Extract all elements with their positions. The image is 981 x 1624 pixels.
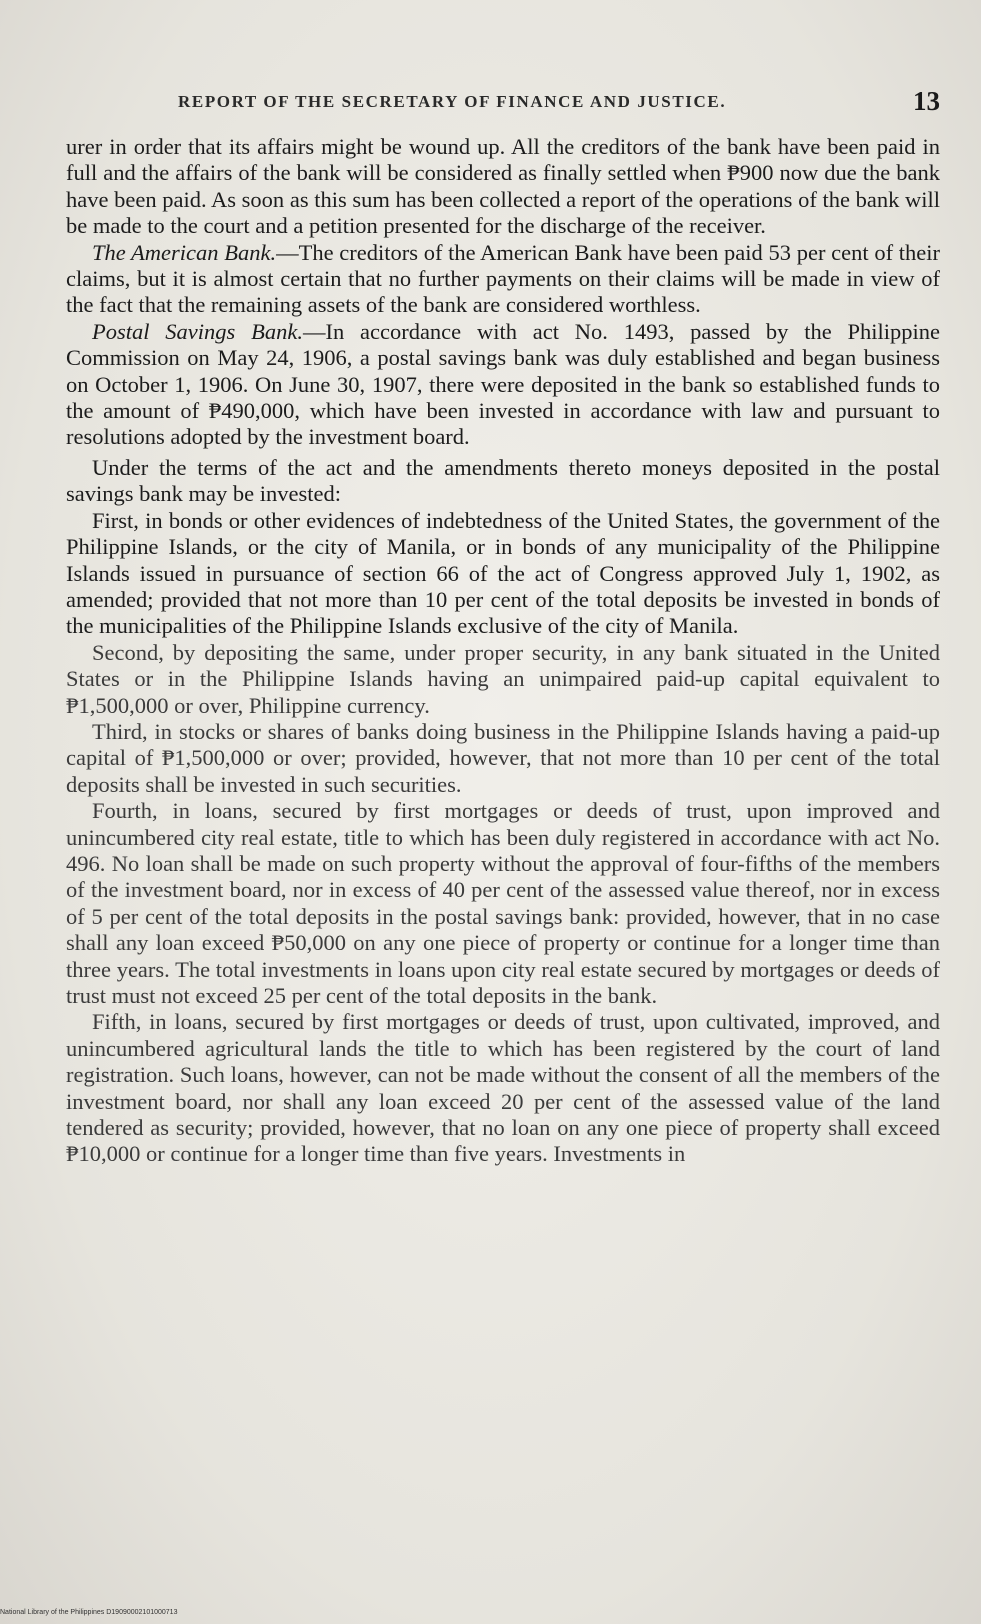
paragraph-fifth (66, 1009, 940, 1167)
page-header (70, 86, 940, 116)
paragraph-fourth (66, 798, 940, 1009)
page-number: 13 (913, 86, 940, 116)
paragraph-investment-terms (66, 455, 940, 508)
paragraph-american-bank (66, 240, 940, 319)
paragraph-continued (66, 134, 940, 240)
paragraph-text: Fourth, in loans, secured by first mortgages or deeds of trust, upon improved and unincumbered city real estate, title to which has been duly registered in accordance with act No. 496. No loan shall be made on such property without the approval of four-fifths of the members of the investment board, nor in excess of 40 per cent of the assessed value thereof, nor in excess of 5 per cent of the total deposits in the postal savings bank: provided, however, that in no case shall any loan exceed ₱50,000 on any one piece of property or continue for a longer time than three years. The total investments in loans upon city real estate secured by mortgages or deeds of trust must not exceed 25 per cent of the total deposits in the bank. (66, 798, 940, 1008)
paragraph-text: —In accordance with act No. 1493, passed by the Philippine Commission on May 24, 1906, a postal savings bank was duly established and began business on October 1, 1906. On June 30, 1907, there were deposited in the bank so established funds to the amount of ₱490,000, which have been invested in accordance with law and pursuant to resolutions adopted by the investment board. (66, 318, 940, 450)
run-in-heading: The American Bank. (92, 239, 277, 265)
paragraph-text: Fifth, in loans, secured by first mortgages or deeds of trust, upon cultivated, improved, and unincumbered agricultural lands the title to which has been registered by the court of land registration. Such loans, however, can not be made without the consent of all the members of the investment board, nor shall any loan exceed 20 per cent of the assessed value of the land tendered as security; provided, however, that no loan on any one piece of property shall exceed ₱10,000 or continue for a longer time than five years. Investments in (66, 1009, 940, 1167)
paragraph-third (66, 719, 940, 798)
paragraph-text: Second, by depositing the same, under proper security, in any bank situated in the United States or in the Philippine Islands having an unimpaired paid-up capital equivalent to ₱1,500,000 or over, Philippine currency. (66, 639, 940, 718)
paragraph-first (66, 508, 940, 640)
paragraph-postal-savings-bank (66, 319, 940, 451)
scan-footer: National Library of the Philippines D19090002101000713 (0, 1609, 178, 1616)
run-in-heading: Postal Savings Bank. (92, 318, 303, 344)
paragraph-text: Third, in stocks or shares of banks doing business in the Philippine Islands having a paid-up capital of ₱1,500,000 or over; provided, however, that not more than 10 per cent of the total deposits shall be invested in such securities. (66, 718, 940, 797)
running-head: REPORT OF THE SECRETARY OF FINANCE AND JUSTICE. (178, 92, 727, 111)
paragraph-second (66, 640, 940, 719)
paragraph-text: —The creditors of the American Bank have been paid 53 per cent of their claims, but it is almost certain that no further payments on their claims will be made in view of the fact that the remaining assets of the bank are considered worthless. (66, 239, 940, 318)
paragraph-text: Under the terms of the act and the amendments thereto moneys deposited in the postal savings bank may be invested: (66, 454, 940, 507)
paragraph-text: urer in order that its affairs might be wound up. All the creditors of the bank have been paid in full and the affairs of the bank will be considered as finally settled when ₱900 now due the bank have been paid. As soon as this sum has been collected a report of the operations of the bank will be made to the court and a petition presented for the discharge of the receiver. (66, 134, 940, 239)
paragraph-text: First, in bonds or other evidences of indebtedness of the United States, the government of the Philippine Islands, or the city of Manila, or in bonds of any municipality of the Philippine Islands issued in pursuance of section 66 of the act of Congress approved July 1, 1902, as amended; provided that not more than 10 per cent of the total deposits be invested in bonds of the municipalities of the Philippine Islands exclusive of the city of Manila. (66, 507, 940, 639)
body-text (66, 134, 940, 1168)
